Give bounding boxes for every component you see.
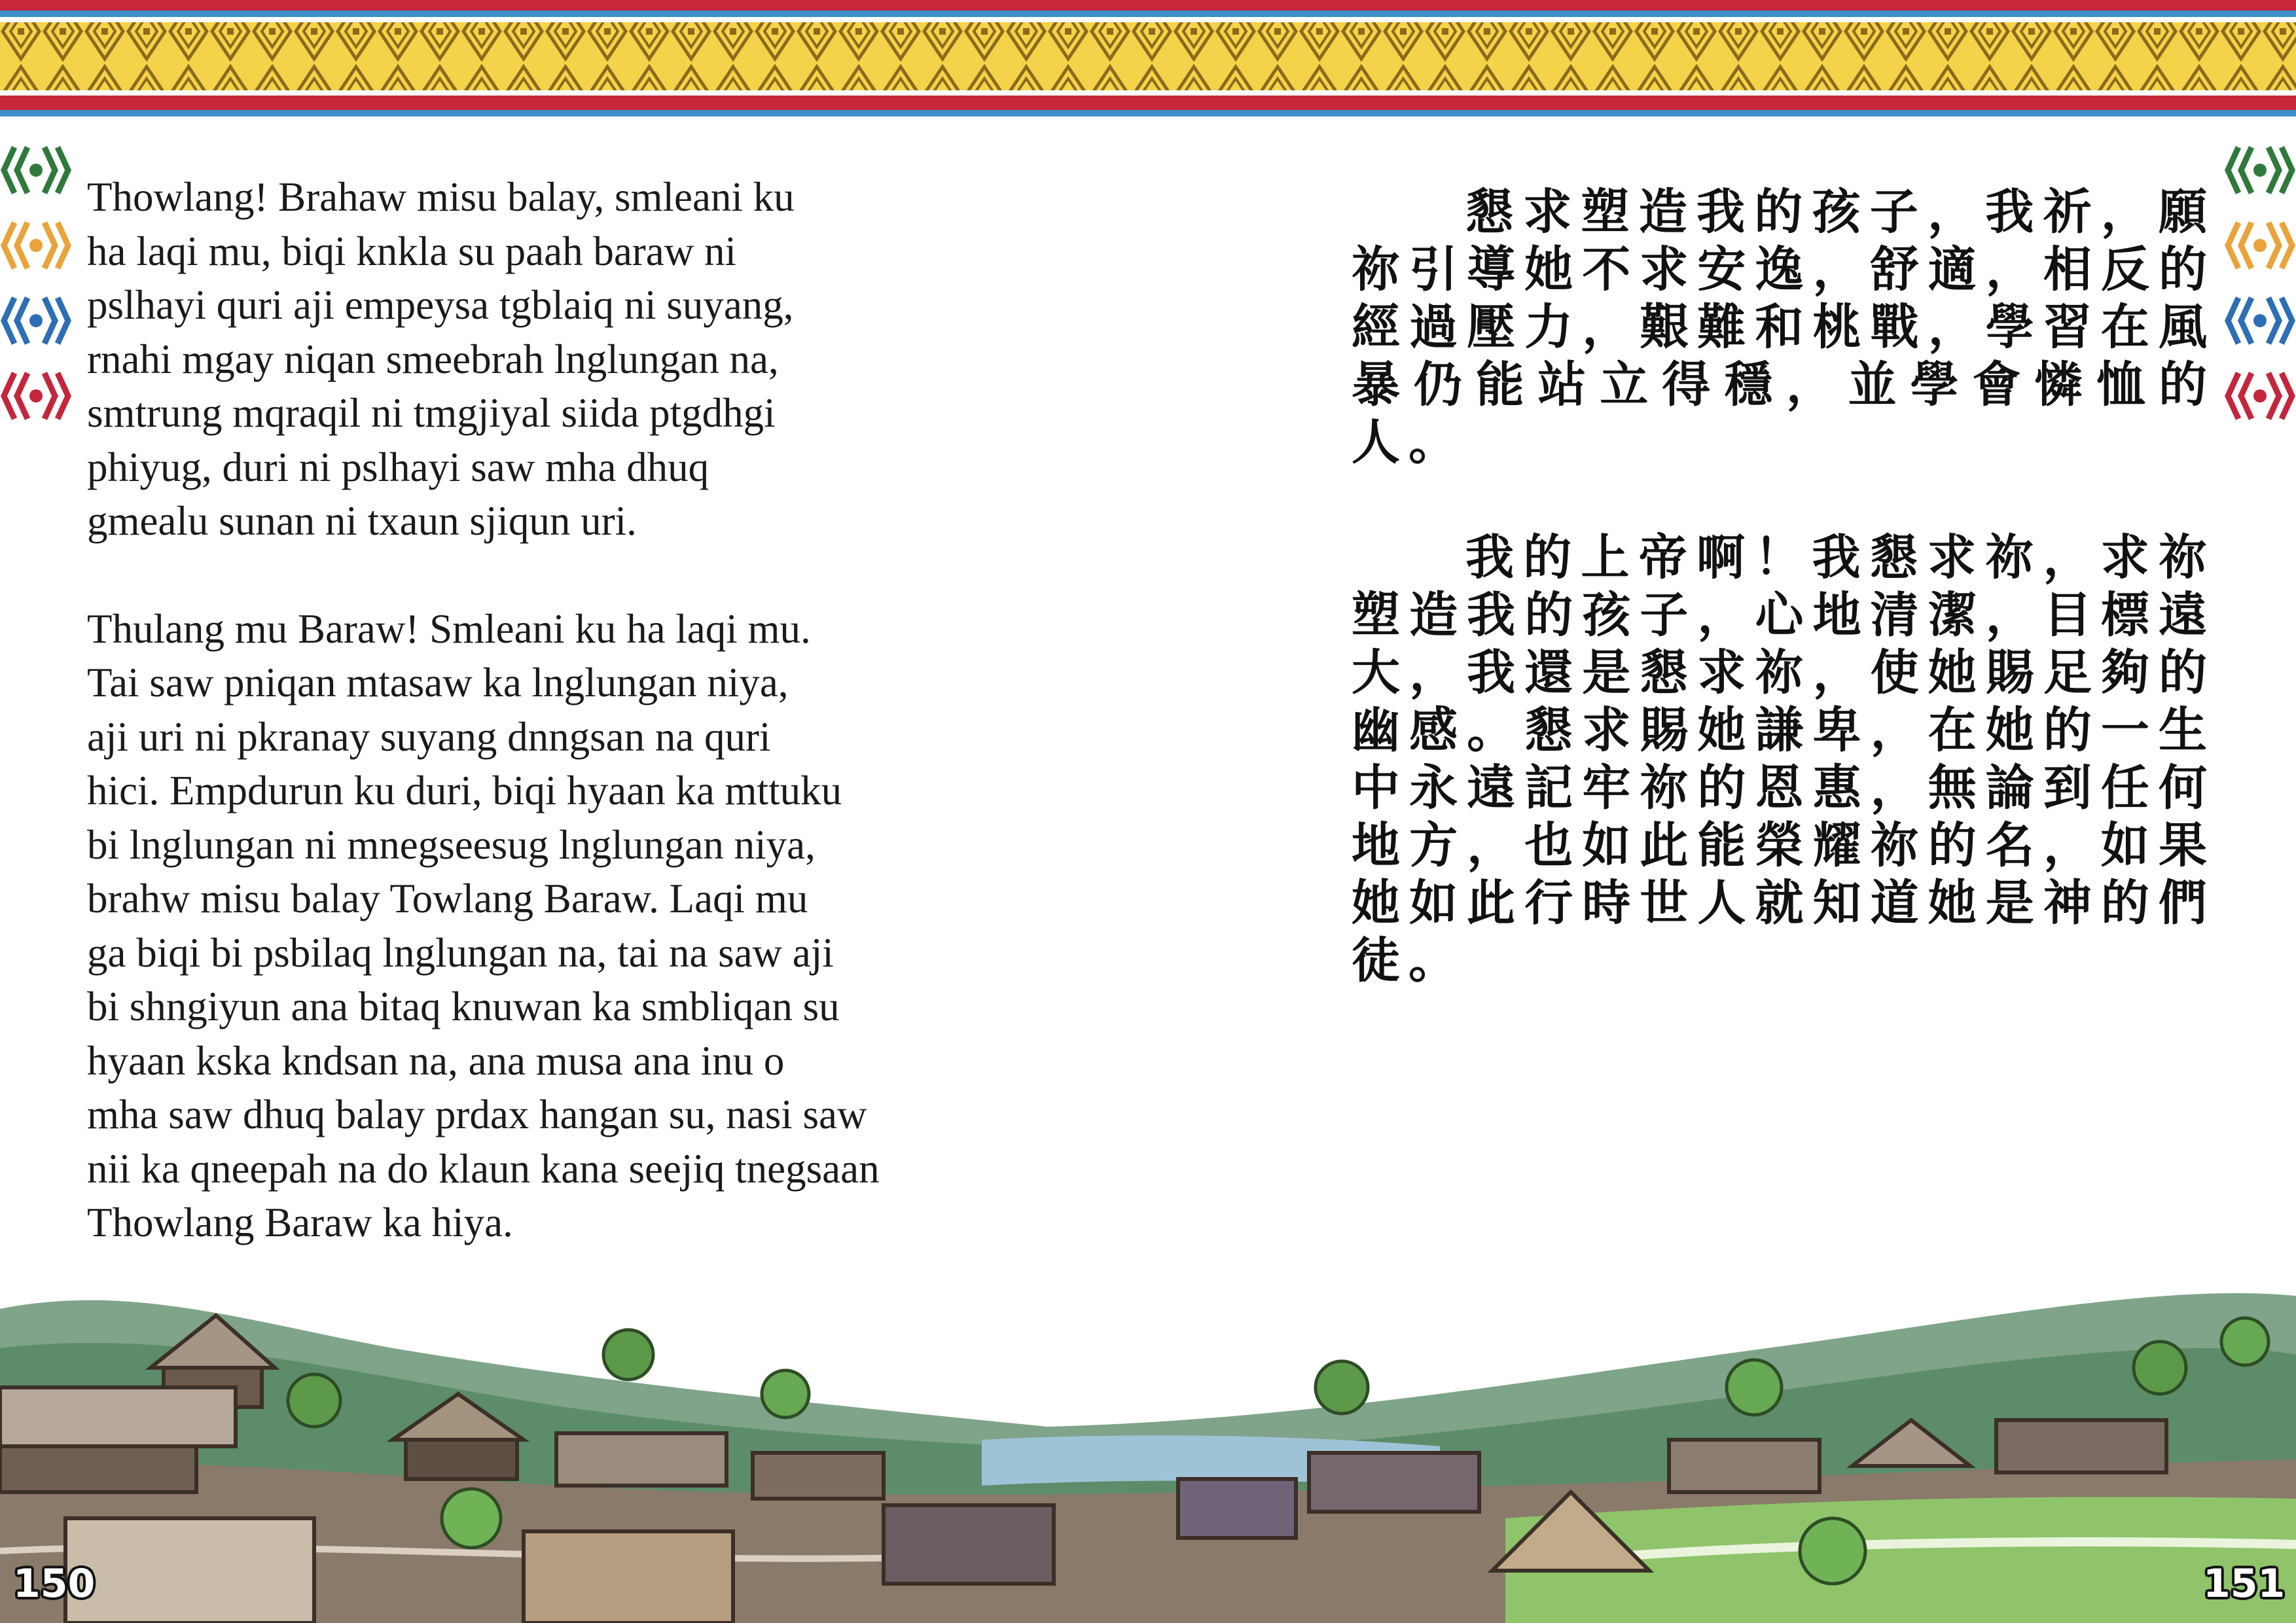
right-ornament-column bbox=[2224, 134, 2296, 435]
green-bracket-ornament-icon bbox=[0, 134, 72, 206]
orange-bracket-ornament-icon bbox=[0, 209, 72, 281]
right-paragraph-2: 我的上帝啊！我懇求祢，求祢塑造我的孩子，心地清潔，目標遠大，我還是懇求祢，使她賜足夠的幽感。懇求賜她謙卑，在她的一生中永遠記牢祢的恩惠，無論到任何地方，也如此能榮耀祢的名，如果她如此行時世人就知道她是神的們徒。 bbox=[1352, 529, 2215, 989]
page-number-left: 150 bbox=[13, 1561, 96, 1607]
left-page-text bbox=[87, 170, 1003, 1250]
right-paragraph-1: 懇求塑造我的孩子，我祈，願祢引導她不求安逸，舒適，相反的經過壓力，艱難和桃戰，學習在風暴仍能站立得穩，並學會憐恤的人。 bbox=[1352, 184, 2215, 471]
left-ornament-column bbox=[0, 134, 72, 435]
right-page-text bbox=[1352, 183, 2215, 990]
blue-bracket-ornament-icon bbox=[2224, 285, 2296, 357]
left-paragraph-1: Thowlang! Brahaw misu balay, smleani ku ha laqi mu, biqi knkla su paah baraw ni pslhayi quri aji empeysa tgblaiq ni suyang, rnahi mgay niqan smeebrah lnglungan na, smtrung mqraqil ni tmgjiyal siida ptgdhgi phiyug, duri ni pslhayi saw mha dhuq gmealu sunan ni txaun sjiqun uri. bbox=[87, 174, 795, 544]
red-bracket-ornament-icon bbox=[0, 360, 72, 432]
blue-bracket-ornament-icon bbox=[0, 285, 72, 357]
top-woven-border bbox=[0, 0, 2296, 124]
village-illustration bbox=[0, 1270, 2296, 1623]
green-bracket-ornament-icon bbox=[2224, 134, 2296, 206]
page-number-right: 151 bbox=[2203, 1561, 2286, 1607]
left-paragraph-2: Thulang mu Baraw! Smleani ku ha laqi mu. Tai saw pniqan mtasaw ka lnglungan niya, aji uri ni pkranay suyang dnngsan na quri hici. Empdurun ku duri, biqi hyaan ka mttuku bi lnglungan ni mnegseesug lnglungan niya, brahw misu balay Towlang Baraw. Laqi mu ga biqi bi psbilaq lnglungan na, tai na saw aji bi shngiyun ana bitaq knuwan ka smbliqan su hyaan kska kndsan na, ana musa ana inu o mha saw dhuq balay prdax hangan su, nasi saw nii ka qneepah na do klaun kana seejiq tnegsaan Thowlang Baraw ka hiya. bbox=[87, 605, 880, 1245]
red-bracket-ornament-icon bbox=[2224, 360, 2296, 432]
orange-bracket-ornament-icon bbox=[2224, 209, 2296, 281]
